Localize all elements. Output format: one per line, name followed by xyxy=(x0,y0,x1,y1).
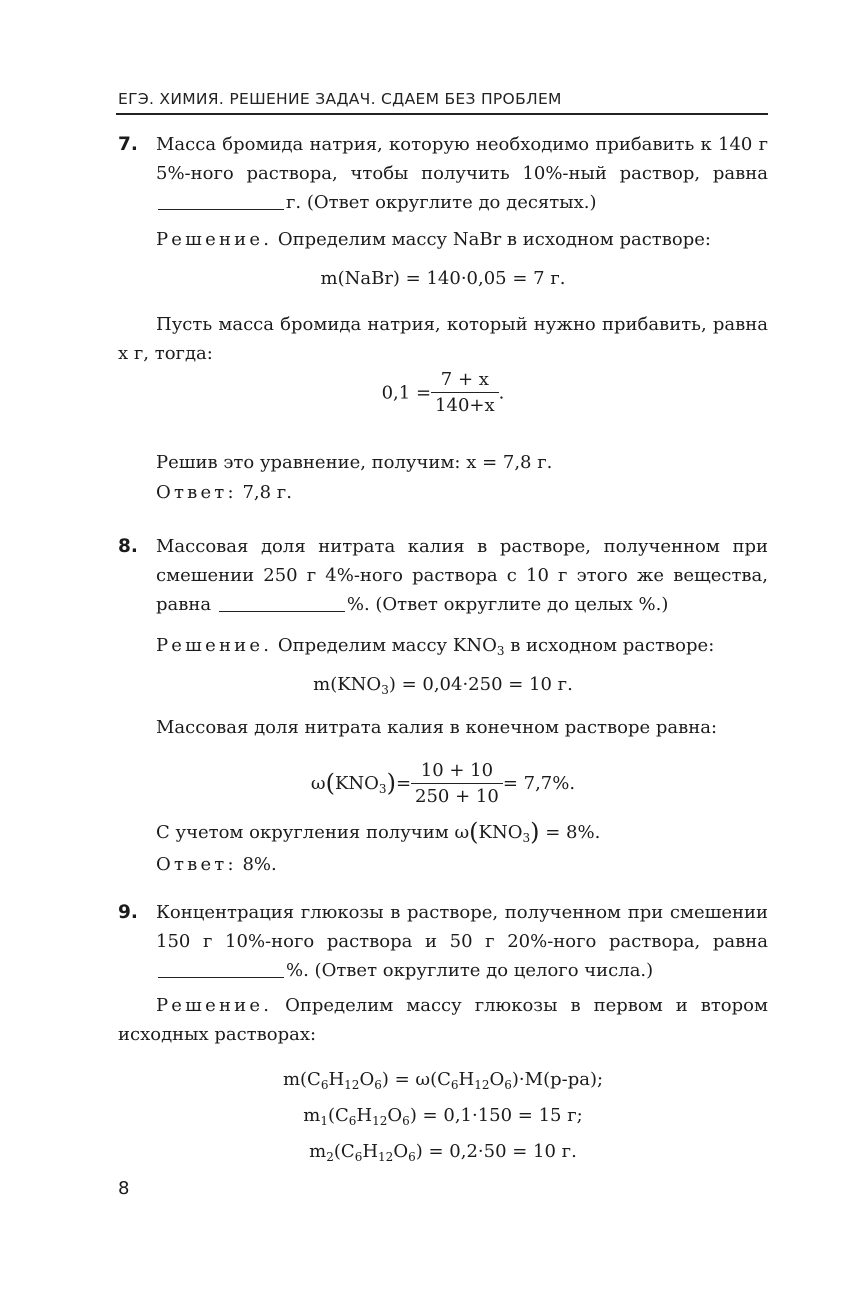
subscript: 6 xyxy=(320,1078,329,1092)
answer-label: Ответ: xyxy=(156,482,237,503)
subscript: 2 xyxy=(326,1150,334,1164)
solution-label: Решение. xyxy=(156,995,273,1016)
eq-part: KNO xyxy=(334,773,379,794)
equation-right: . xyxy=(498,382,505,404)
subscript: 12 xyxy=(474,1078,490,1092)
solution-label: Решение. xyxy=(156,229,273,250)
answer-blank xyxy=(158,959,284,978)
eq-part: H xyxy=(328,1069,345,1090)
answer-blank xyxy=(219,593,345,612)
answer-value: 8%. xyxy=(236,854,277,875)
denominator: 250 + 10 xyxy=(415,785,499,807)
task-text-part: %. (Ответ округлите до целых %.) xyxy=(346,594,669,615)
answer-line xyxy=(156,478,292,507)
solution-label: Решение. xyxy=(156,635,273,656)
paren: ( xyxy=(469,818,479,846)
equation xyxy=(118,670,768,699)
fraction-equation xyxy=(118,758,768,810)
paren: ) xyxy=(386,769,396,797)
subscript: 3 xyxy=(522,831,531,845)
solution-line xyxy=(156,225,711,254)
eq-part: (C xyxy=(333,1141,355,1162)
task-text-part: %. (Ответ округлите до целого числа.) xyxy=(286,960,654,981)
solution-text: Определим массу KNO xyxy=(272,635,497,656)
eq-part: m(KNO xyxy=(313,674,382,695)
subscript: 6 xyxy=(374,1078,382,1092)
paren: ( xyxy=(325,769,335,797)
answer-label: Ответ: xyxy=(156,854,237,875)
subscript: 1 xyxy=(320,1114,328,1128)
task-9 xyxy=(118,898,768,985)
eq-part: m xyxy=(303,1105,321,1126)
eq-part: ω xyxy=(310,773,326,794)
paragraph: Массовая доля нитрата калия в конечном растворе равна: xyxy=(156,717,718,738)
equation: m(NaBr) = 140·0,05 = 7 г. xyxy=(320,268,566,289)
eq-part: ) = 0,2·50 = 10 г. xyxy=(415,1141,577,1162)
subscript: 6 xyxy=(402,1114,410,1128)
page-number: 8 xyxy=(118,1178,130,1199)
eq-part: O xyxy=(489,1069,505,1090)
task-text-part: г. (Ответ округлите до десятых.) xyxy=(286,192,597,213)
solution-text: в исходном растворе: xyxy=(504,635,715,656)
subscript: 6 xyxy=(348,1114,357,1128)
numerator: 10 + 10 xyxy=(411,759,503,784)
equation-right: = 7,7%. xyxy=(502,773,576,794)
subscript: 12 xyxy=(344,1078,360,1092)
equation xyxy=(118,1065,768,1094)
subscript: 6 xyxy=(450,1078,459,1092)
subscript: 6 xyxy=(354,1150,363,1164)
subscript: 12 xyxy=(378,1150,394,1164)
eq-part: )·M(р-ра); xyxy=(511,1069,604,1090)
task-text xyxy=(156,532,768,619)
text: С учетом округления получим xyxy=(156,822,455,843)
equation xyxy=(118,1137,768,1166)
solution-paragraph xyxy=(118,991,768,1049)
subscript: 6 xyxy=(504,1078,512,1092)
eq-part: O xyxy=(359,1069,375,1090)
subscript: 6 xyxy=(408,1150,416,1164)
numerator: 7 + x xyxy=(431,368,499,393)
task-7 xyxy=(118,130,768,217)
task-8 xyxy=(118,532,768,619)
task-text xyxy=(156,898,768,985)
text: = 8%. xyxy=(539,822,601,843)
result-line: Решив это уравнение, получим: x = 7,8 г. xyxy=(156,452,553,473)
eq-part: O xyxy=(393,1141,409,1162)
eq-part: KNO xyxy=(478,822,523,843)
task-text-part: Массовая доля нитрата калия в растворе, полученном при смешении 250 г 4%-ного раствора с 10 г этого же вещества, равна xyxy=(156,536,768,615)
paragraph: Пусть масса бромида натрия, который нужно прибавить, равна x г, тогда: xyxy=(118,314,768,364)
fraction xyxy=(431,368,499,419)
eq-part: ω xyxy=(454,822,470,843)
subscript: 12 xyxy=(372,1114,388,1128)
eq-part: = xyxy=(395,773,412,794)
running-header: ЕГЭ. ХИМИЯ. РЕШЕНИЕ ЗАДАЧ. СДАЕМ БЕЗ ПРОБЛЕМ xyxy=(118,90,562,108)
answer-blank xyxy=(158,191,284,210)
eq-part: ) = 0,04·250 = 10 г. xyxy=(388,674,573,695)
task-text xyxy=(156,130,768,217)
equation xyxy=(118,1101,768,1130)
fraction-equation xyxy=(118,368,768,419)
eq-part: (C xyxy=(327,1105,349,1126)
eq-part: ) = ω(C xyxy=(381,1069,451,1090)
denominator: 140+x xyxy=(435,395,495,416)
eq-part: H xyxy=(362,1141,379,1162)
answer-value: 7,8 г. xyxy=(236,482,292,503)
eq-part: H xyxy=(356,1105,373,1126)
task-number: 9. xyxy=(118,902,138,923)
eq-part: H xyxy=(458,1069,475,1090)
eq-part: m(C xyxy=(282,1069,321,1090)
subscript: 3 xyxy=(496,644,505,658)
eq-part: ) = 0,1·150 = 15 г; xyxy=(409,1105,583,1126)
task-text-part: Концентрация глюкозы в растворе, полученном при смешении 150 г 10%-ного раствора и 50 г 20%-ного раствора, равна xyxy=(156,902,768,952)
task-number: 7. xyxy=(118,134,138,155)
equation-left: 0,1 = xyxy=(381,382,432,404)
solution-text: Определим массу глюкозы в первом и втором исходных растворах: xyxy=(118,995,768,1045)
solution-line xyxy=(156,631,714,660)
answer-line xyxy=(156,850,277,879)
fraction xyxy=(411,759,503,810)
eq-part: O xyxy=(387,1105,403,1126)
task-text-part: Масса бромида натрия, которую необходимо прибавить к 140 г 5%-ного раствора, чтобы получить 10%-ный раствор, равна xyxy=(156,134,768,184)
paren: ) xyxy=(530,818,540,846)
rounding-line xyxy=(156,818,600,847)
header-rule xyxy=(116,113,768,115)
eq-part: m xyxy=(309,1141,327,1162)
subscript: 3 xyxy=(378,782,387,796)
solution-text: Определим массу NaBr в исходном растворе: xyxy=(272,229,711,250)
task-number: 8. xyxy=(118,536,138,557)
subscript: 3 xyxy=(381,683,389,697)
